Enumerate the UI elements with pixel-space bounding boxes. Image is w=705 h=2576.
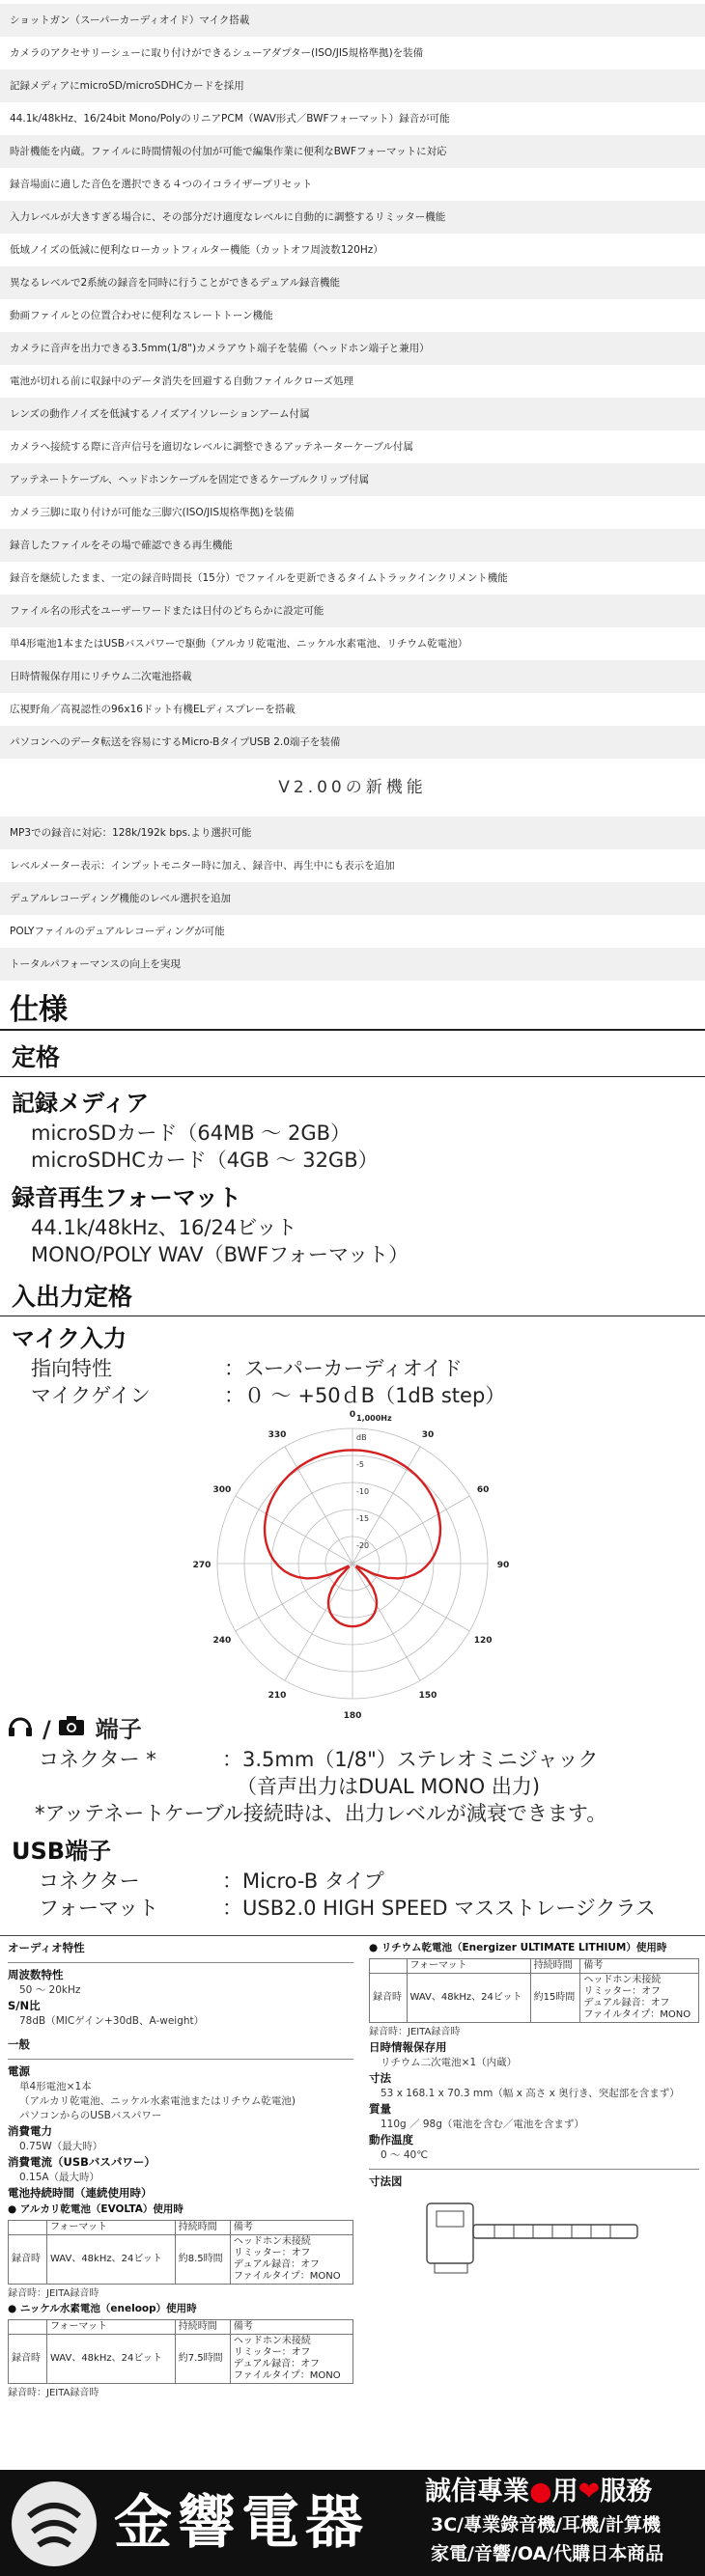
polar-spoke (285, 1447, 352, 1564)
jack-row-connector (0, 1746, 705, 1773)
io-title: 入出力定格 (0, 1270, 705, 1316)
duration-cell: 約7.5時間 (175, 2335, 230, 2384)
feature-item: 電池が切れる前に収録中のデータ消失を回避する自動ファイルクローズ処理 (10, 375, 354, 387)
media-line-2: microSDHCカード（4GB ～ 32GB） (31, 1149, 379, 1172)
nimh-table (8, 2319, 353, 2384)
power-line-3: パソコンからのUSBバスパワー (19, 2110, 162, 2121)
v2-feature-list (0, 817, 705, 981)
jack-row-value: ：3.5mm（1/8"）ステレオミニジャック (222, 1748, 599, 1771)
feature-item: 異なるレベルで2系統の録音を同時に行うことができるデュアル録音機能 (0, 266, 705, 299)
polar-angle-label: 60 (476, 1485, 490, 1495)
feature-item: ファイル名の形式をユーザーワードまたは日付のどちらかに設定可能 (0, 595, 705, 627)
recorder-outline-drawing (369, 2190, 697, 2283)
store-slogan (425, 2476, 652, 2508)
power-line-2: （アルカリ乾電池、ニッケル水素電池またはリチウム乾電池) (19, 2095, 296, 2107)
table-header: 持続時間 (530, 1959, 580, 1974)
usb-current-value: 0.15A（最大時） (19, 2172, 100, 2183)
detail-right-column (359, 1940, 705, 2400)
divider (8, 1962, 353, 1963)
store-banner (0, 2470, 705, 2576)
polar-spoke (236, 1564, 352, 1631)
mic-title: マイク入力 (12, 1325, 127, 1352)
rating-title: 定格 (0, 1031, 705, 1077)
polar-angle-label: 300 (212, 1485, 232, 1495)
jack-row-value: （音声出力はDUAL MONO 出力) (237, 1775, 541, 1798)
temp-value: 0 ～ 40℃ (381, 2149, 429, 2161)
table-corner-cell (9, 2221, 47, 2235)
polar-angle-label: 330 (268, 1429, 287, 1440)
duration-cell: 約15時間 (530, 1974, 580, 2023)
feature-item: パソコンへのデータ転送を容易にするMicro-BタイプUSB 2.0端子を装備 (0, 726, 705, 759)
mic-row-value: ：０ ～ +50ｄB（1dB step） (224, 1384, 506, 1407)
format-cell: WAV、48kHz、24ビット (46, 2335, 175, 2384)
mic-row-directivity (0, 1355, 705, 1382)
feature-item: 録音したファイルをその場で確認できる再生機能 (0, 529, 705, 562)
table-header: 備考 (580, 1959, 699, 1974)
feature-item: ショットガン（スーパーカーディオイド）マイク搭載 (0, 4, 705, 37)
table-header-row (9, 2221, 353, 2235)
camera-icon (57, 1713, 90, 1746)
usb-row-key: コネクター (39, 1870, 140, 1893)
table-row (370, 1974, 699, 2023)
jack-row-key: コネクター * (39, 1748, 156, 1771)
lithium-title: ● リチウム乾電池（Energizer ULTIMATE LITHIUM）使用時 (369, 1942, 667, 1953)
format-cell: WAV、48kHz、24ビット (407, 1974, 530, 2023)
feature-item: 単4形電池1本またはUSBバスパワーで駆動（アルカリ乾電池、ニッケル水素電池、リチウム乾電池） (10, 638, 468, 650)
table-header: フォーマット (407, 1959, 530, 1974)
polar-ring-label: -15 (356, 1514, 370, 1523)
mic-row-key: 指向特性 (31, 1357, 112, 1380)
size-title: 寸法 (369, 2071, 391, 2085)
table-corner-cell (9, 2320, 47, 2335)
feature-item: レンズの動作ノイズを低減するノイズアイソレーションアーム付属 (0, 398, 705, 430)
usb-row-key: フォーマット (39, 1897, 159, 1920)
slash-separator: / (42, 1716, 51, 1743)
table-corner-cell (370, 1959, 408, 1974)
mic-row-value: ：スーパーカーディオイド (224, 1357, 463, 1380)
polar-pattern-svg (0, 1409, 705, 1721)
polar-angle-label: 120 (473, 1636, 493, 1646)
power-title: 電源 (8, 2064, 30, 2078)
jack-row-key (39, 1773, 237, 1800)
nimh-title: ● ニッケル水素電池（eneloop）使用時 (8, 2303, 197, 2314)
feature-item: カメラのアクセサリーシューに取り付けができるシューアダプター(ISO/JIS規格準拠)を装備 (10, 47, 424, 59)
alkaline-title: ● アルカリ乾電池（EVOLTA）使用時 (8, 2203, 183, 2215)
freq-title: 周波数特性 (8, 1968, 64, 1981)
table-header: 持続時間 (175, 2320, 230, 2335)
feature-item: カメラ三脚に取り付けが可能な三脚穴(ISO/JIS規格準拠)を装備 (10, 507, 295, 518)
freq-value: 50 ～ 20kHz (19, 1984, 81, 1996)
bullet-dot-icon: ● (529, 2477, 552, 2507)
headphone-icon (8, 1713, 37, 1746)
clock-title: 日時情報保存用 (369, 2040, 447, 2054)
feature-item: 日時情報保存用にリチウム二次電池搭載 (0, 660, 705, 693)
heart-icon: ❤ (578, 2477, 601, 2507)
row-label: 録音時 (9, 2335, 47, 2384)
feature-item: 広視野角／高視認性の96x16ドット有機ELディスプレーを搭載 (10, 704, 296, 715)
format-line-1: 44.1k/48kHz、16/24ビット (31, 1216, 297, 1239)
feature-item: 動画ファイルとの位置合わせに便利なスレートトーン機能 (10, 310, 273, 321)
polar-spoke (236, 1496, 352, 1564)
slogan-part: 用 (551, 2477, 578, 2507)
feature-item: 44.1k/48kHz、16/24bit Mono/PolyのリニアPCM（WAV形式／BWFフォーマット）録音が可能 (10, 113, 450, 125)
v2-feature-item: トータルパフォーマンスの向上を実現 (0, 948, 705, 981)
usb-row-value: ：Micro-B タイプ (222, 1870, 384, 1893)
store-logo-icon (12, 2481, 97, 2566)
polar-frequency-label: 1,000Hz (356, 1414, 392, 1423)
v2-feature-item: レベルメーター表示：インプットモニター時に加え、録音中、再生中にも表示を追加 (10, 860, 395, 872)
lithium-jeita: 録音時：JEITA録音時 (369, 2027, 461, 2037)
mic-row-key: マイクゲイン (31, 1384, 151, 1407)
note-line: リミッター：オフ (233, 2248, 311, 2258)
store-categories-1: 3C/專業錄音機/耳機/計算機 (431, 2514, 661, 2535)
mic-row-gain (0, 1382, 705, 1409)
table-header: 備考 (230, 2320, 352, 2335)
table-header: フォーマット (46, 2320, 175, 2335)
media-title: 記録メディア (12, 1090, 150, 1117)
polar-ring-label: -5 (356, 1460, 364, 1469)
polar-angle-label: 150 (418, 1691, 437, 1702)
temp-title: 動作温度 (369, 2133, 413, 2147)
note-line: ヘッドホン未接続 (583, 1975, 662, 1985)
dimension-title: 寸法図 (369, 2174, 403, 2188)
alkaline-jeita: 録音時：JEITA録音時 (8, 2288, 99, 2299)
note-line: ヘッドホン未接続 (233, 2236, 311, 2247)
sn-value: 78dB（MICゲイン+30dB、A-weight） (19, 2015, 205, 2027)
polar-angle-label: 0 (349, 1410, 356, 1420)
usb-row-format (0, 1895, 705, 1922)
format-cell: WAV、48kHz、24ビット (46, 2235, 175, 2285)
feature-item: 録音を継続したまま、一定の録音時間長（15分）でファイルを更新できるタイムトラックインクリメント機能 (10, 572, 508, 584)
duration-cell: 約8.5時間 (175, 2235, 230, 2285)
note-line: ファイルタイプ：MONO (233, 2271, 341, 2282)
slogan-part: 誠信專業 (425, 2477, 529, 2507)
polar-ring-label: -20 (356, 1541, 370, 1550)
feature-item: アッテネートケーブル、ヘッドホンケーブルを固定できるケーブルクリップ付属 (0, 463, 705, 496)
size-value: 53 x 168.1 x 70.3 mm（幅 x 高さ x 奥行き、突起部を含まず） (381, 2088, 680, 2099)
jack-note: *アッテネートケーブル接続時は、出力レベルが減衰できます。 (35, 1802, 607, 1825)
polar-angle-label: 270 (192, 1561, 212, 1570)
polar-angle-label: 240 (212, 1636, 232, 1646)
feature-item: カメラへ接続する際に音声信号を適切なレベルに調整できるアッテネーターケーブル付属 (10, 441, 413, 453)
note-line: ファイルタイプ：MONO (583, 2009, 691, 2020)
spec-title: 仕様 (0, 990, 705, 1031)
alkaline-table (8, 2220, 353, 2285)
v2-feature-item: デュアルレコーディング機能のレベル選択を追加 (0, 882, 705, 915)
row-label: 録音時 (9, 2235, 47, 2285)
feature-item: 記録メディアにmicroSD/microSDHCカードを採用 (0, 69, 705, 102)
polar-angle-label: 90 (496, 1561, 510, 1570)
note-line: リミッター：オフ (583, 1986, 661, 1997)
notes-cell (230, 2235, 352, 2285)
polar-ring-label: dB (356, 1433, 367, 1442)
v2-feature-item: MP3での録音に対応：128k/192k bps.より選択可能 (0, 817, 705, 849)
note-line: デュアル録音：オフ (233, 2259, 320, 2270)
store-categories-2: 家電/音響/OA/代購日本商品 (431, 2543, 664, 2564)
usb-title: USB端子 (12, 1838, 112, 1865)
sn-title: S/N比 (8, 1999, 41, 2012)
media-line-1: microSDカード（64MB ～ 2GB） (31, 1122, 351, 1145)
weight-value: 110g ／ 98g（電池を含む／電池を含まず） (381, 2119, 584, 2130)
divider (8, 2059, 353, 2060)
feature-item: 低域ノイズの低減に便利なローカットフィルター機能（カットオフ周波数120Hz） (10, 244, 383, 256)
table-header-row (370, 1959, 699, 1974)
v2-feature-item: POLYファイルのデュアルレコーディングが可能 (10, 926, 225, 937)
polar-spoke (352, 1564, 469, 1631)
polar-angle-label: 210 (268, 1691, 287, 1702)
table-header: 持続時間 (175, 2221, 230, 2235)
usb-current-title: 消費電流（USBバスパワー） (8, 2155, 155, 2169)
table-header-row (9, 2320, 353, 2335)
dimension-drawing (369, 2190, 697, 2283)
feature-item: カメラに音声を出力できる3.5mm(1/8")カメラアウト端子を装備（ヘッドホン端子と兼用） (0, 332, 705, 365)
nimh-jeita: 録音時：JEITA録音時 (8, 2388, 99, 2398)
polar-spoke (285, 1564, 352, 1680)
feature-item: 入力レベルが大きすぎる場合に、その部分だけ適度なレベルに自動的に調整するリミッター機能 (0, 201, 705, 234)
divider (369, 2169, 699, 2170)
usb-row-connector (0, 1868, 705, 1895)
power-line-1: 単4形電池×1本 (19, 2081, 92, 2092)
feature-item: 録音場面に適した音色を選択できる４つのイコライザープリセット (10, 179, 313, 190)
clock-value: リチウム二次電池×1（内蔵） (381, 2057, 518, 2068)
detail-spec-section (0, 1935, 705, 2400)
polar-angle-label: 30 (421, 1429, 435, 1440)
jack-row-output (0, 1773, 705, 1800)
consumption-value: 0.75W（最大時） (19, 2141, 103, 2152)
note-line: デュアル録音：オフ (583, 1998, 670, 2008)
general-title: 一般 (8, 2037, 30, 2051)
jack-title: 端子 (95, 1716, 142, 1743)
polar-pattern-chart (0, 1409, 705, 1721)
note-line: ヘッドホン未接続 (233, 2336, 311, 2346)
feature-item: 時計機能を内蔵。ファイルに時間情報の付加が可能で編集作業に便利なBWFフォーマットに対応 (0, 135, 705, 168)
battery-title: 電池持続時間（連続使用時） (8, 2186, 153, 2200)
note-line: デュアル録音：オフ (233, 2359, 320, 2369)
table-row (9, 2335, 353, 2384)
lithium-table (369, 1958, 699, 2023)
format-line-2: MONO/POLY WAV（BWFフォーマット） (31, 1243, 409, 1266)
slogan-part: 服務 (600, 2477, 653, 2507)
note-line: ファイルタイプ：MONO (233, 2370, 341, 2381)
polar-spoke (352, 1496, 469, 1564)
note-line: リミッター：オフ (233, 2347, 311, 2358)
audio-title: オーディオ特性 (8, 1941, 85, 1954)
detail-left-column (0, 1940, 359, 2400)
weight-title: 質量 (369, 2102, 391, 2116)
usb-row-value: ：USB2.0 HIGH SPEED マスストレージクラス (222, 1897, 656, 1920)
v2-title: V2.00の新機能 (278, 778, 427, 797)
notes-cell (230, 2335, 352, 2384)
table-header: フォーマット (46, 2221, 175, 2235)
notes-cell (580, 1974, 699, 2023)
polar-ring-label: -10 (356, 1487, 370, 1496)
format-title: 録音再生フォーマット (12, 1184, 241, 1211)
feature-list (0, 0, 705, 759)
row-label: 録音時 (370, 1974, 408, 2023)
store-brand-name: 金響電器 (114, 2489, 369, 2557)
polar-spoke (352, 1564, 420, 1680)
polar-angle-label: 180 (343, 1711, 362, 1721)
table-row (9, 2235, 353, 2285)
consumption-title: 消費電力 (8, 2124, 52, 2138)
table-header: 備考 (230, 2221, 352, 2235)
